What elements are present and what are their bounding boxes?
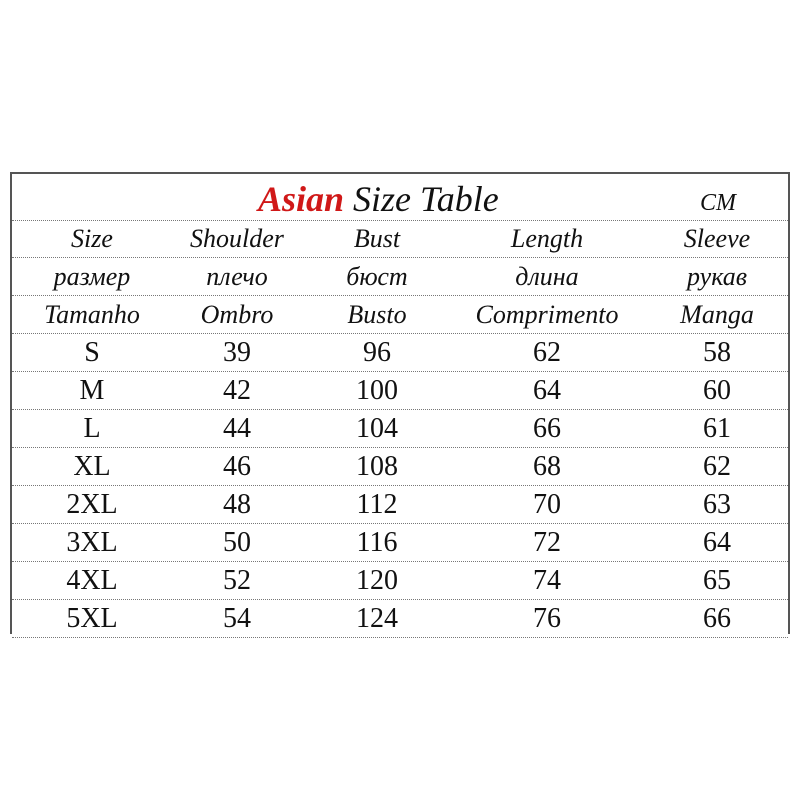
table-row — [12, 486, 788, 524]
table-cell: 120 — [356, 565, 398, 596]
table-cell: 60 — [703, 375, 731, 406]
table-cell: 70 — [533, 489, 561, 520]
table-cell: 62 — [533, 337, 561, 368]
table-row — [12, 562, 788, 600]
title-row — [12, 174, 788, 221]
table-cell: 42 — [223, 375, 251, 406]
table-cell: 104 — [356, 413, 398, 444]
table-cell: 65 — [703, 565, 731, 596]
table-cell: 62 — [703, 451, 731, 482]
header-row-en — [12, 220, 788, 258]
table-cell: 39 — [223, 337, 251, 368]
table-row — [12, 372, 788, 410]
size-table — [10, 172, 790, 634]
table-title — [258, 178, 499, 220]
table-cell: 66 — [703, 603, 731, 634]
table-cell: 74 — [533, 565, 561, 596]
header-cell: Ombro — [200, 300, 274, 329]
table-row — [12, 334, 788, 372]
table-cell: S — [84, 337, 100, 368]
table-cell: L — [83, 413, 101, 444]
table-cell: 72 — [533, 527, 561, 558]
unit-label: CM — [700, 190, 736, 216]
table-cell: 64 — [703, 527, 731, 558]
table-cell: 3XL — [66, 527, 118, 558]
header-cell: размер — [53, 262, 131, 291]
header-cell: Comprimento — [475, 300, 619, 329]
header-cell: Busto — [347, 300, 407, 329]
table-cell: 2XL — [66, 489, 118, 520]
header-cell: Size — [71, 224, 113, 253]
header-row-ru — [12, 258, 788, 296]
table-cell: 96 — [363, 337, 391, 368]
table-cell: 46 — [223, 451, 251, 482]
table-row — [12, 524, 788, 562]
table-cell: 63 — [703, 489, 731, 520]
table-row — [12, 600, 788, 638]
header-cell: Length — [510, 224, 584, 253]
table-cell: 48 — [223, 489, 251, 520]
table-cell: 52 — [223, 565, 251, 596]
table-cell: 66 — [533, 413, 561, 444]
header-cell: рукав — [687, 262, 747, 291]
table-cell: 5XL — [66, 603, 118, 634]
title-accent: Asian — [258, 179, 345, 219]
header-cell: Shoulder — [190, 224, 284, 253]
header-cell: бюст — [346, 262, 408, 291]
title-rest: Size Table — [344, 179, 499, 219]
header-cell: плечо — [206, 262, 268, 291]
header-row-pt — [12, 296, 788, 334]
table-cell: 112 — [356, 489, 398, 520]
table-cell: 54 — [223, 603, 251, 634]
table-row — [12, 410, 788, 448]
table-cell: 124 — [356, 603, 398, 634]
header-cell: Manga — [680, 300, 754, 329]
table-cell: 68 — [533, 451, 561, 482]
header-cell: Bust — [353, 224, 401, 253]
table-cell: 50 — [223, 527, 251, 558]
table-cell: 116 — [356, 527, 398, 558]
table-cell: 4XL — [66, 565, 118, 596]
table-cell: 108 — [356, 451, 398, 482]
table-cell: XL — [73, 451, 111, 482]
header-cell: Sleeve — [683, 224, 751, 253]
table-cell: M — [79, 375, 105, 406]
table-cell: 44 — [223, 413, 251, 444]
table-cell: 58 — [703, 337, 731, 368]
table-cell: 76 — [533, 603, 561, 634]
table-cell: 100 — [356, 375, 398, 406]
table-row — [12, 448, 788, 486]
header-cell: Tamanho — [44, 300, 140, 329]
table-cell: 61 — [703, 413, 731, 444]
table-cell: 64 — [533, 375, 561, 406]
header-cell: длина — [515, 262, 579, 291]
